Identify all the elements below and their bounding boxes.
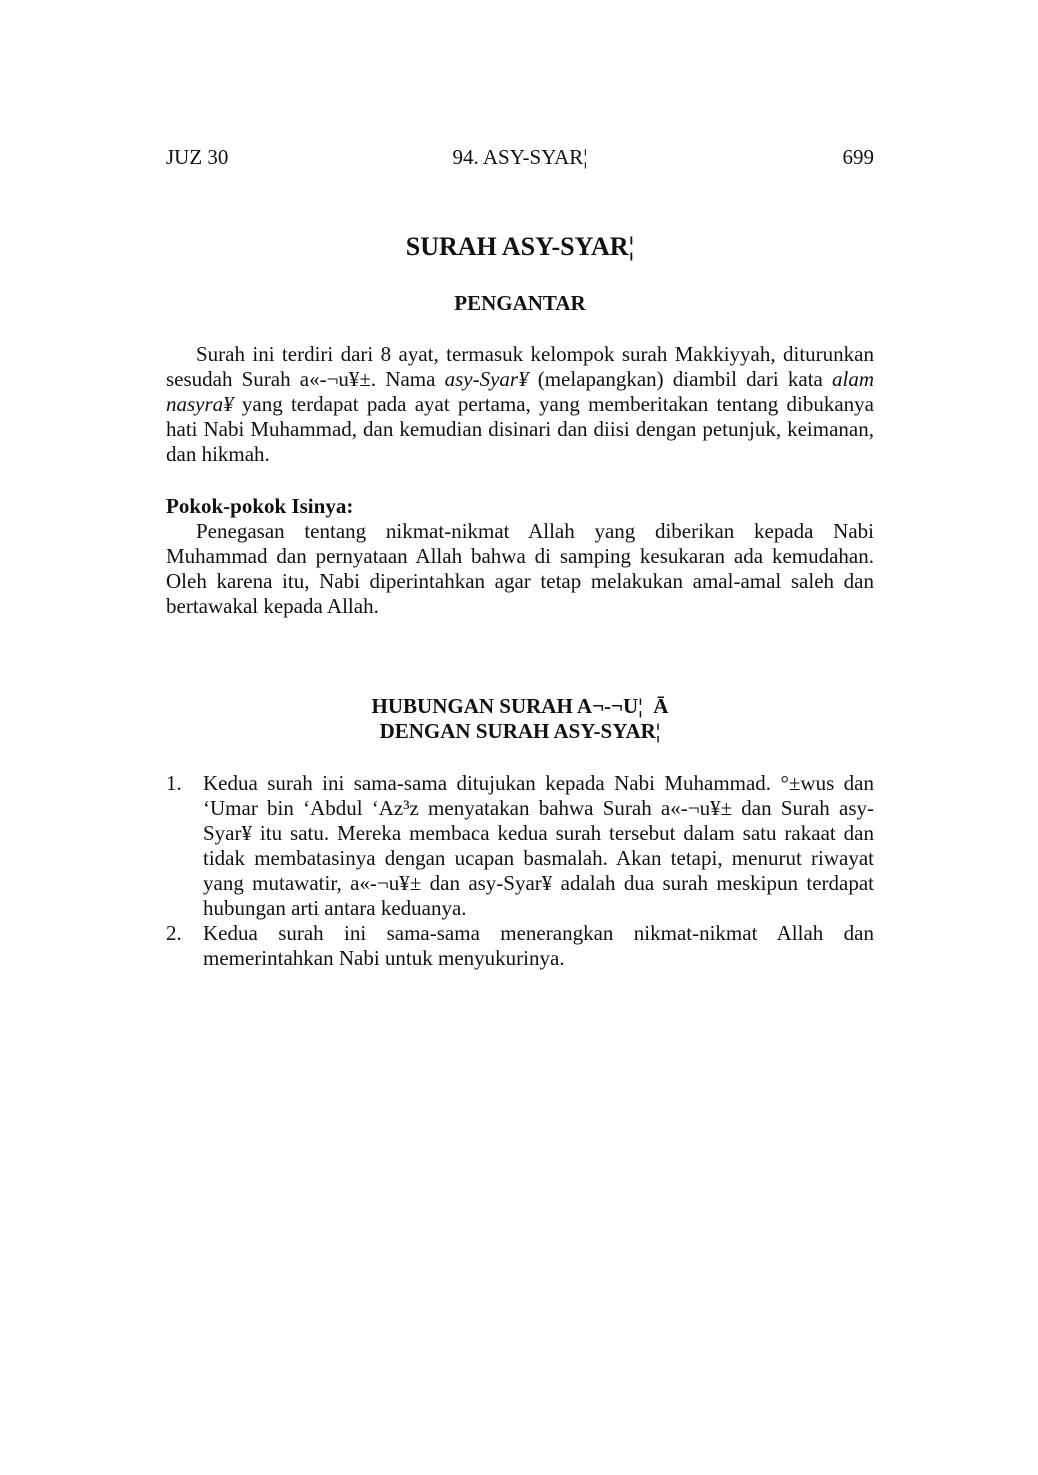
hubungan-heading-line-2: DENGAN SURAH ASY-SYAR¦ [379,719,661,743]
running-head [166,145,874,173]
intro-text-3: yang terdapat pada ayat pertama, yang memberitakan tentang dibukanya hati Nabi Muhammad, dan kemudian disinari dan diisi dengan petunjuk, keimanan, dan hikmah. [166,392,874,466]
list-item [166,921,874,971]
list-item-text: Kedua surah ini sama-sama ditujukan kepada Nabi Muhammad. °±wus dan ‘Umar bin ‘Abdul ‘Az³z menyatakan bahwa Surah a«-¬u¥± dan Surah asy-Syar¥ itu satu. Mereka membaca kedua surah tersebut dalam satu rakaat dan tidak membatasinya dengan ucapan basmalah. Akan tetapi, menurut riwayat yang mutawatir, a«-¬u¥± dan asy-Syar¥ adalah dua surah meskipun terdapat hubungan arti antara keduanya. [203,771,874,920]
surah-header: 94. ASY-SYAR¦ [452,145,588,169]
page-title: SURAH ASY-SYAR¦ [405,232,635,261]
hubungan-list [166,771,874,971]
intro-italic-1: asy-Syar¥ [444,367,529,391]
pokok-paragraph: Penegasan tentang nikmat-nikmat Allah yang diberikan kepada Nabi Muhammad dan pernyataan Allah bahwa di samping kesukaran ada kemudahan. Oleh karena itu, Nabi diperintahkan agar tetap melakukan amal-amal saleh dan bertawakal kepada Allah. [166,519,874,618]
intro-text-2: (melapangkan) diambil dari kata [528,367,832,391]
list-item-number: 2. [166,921,182,945]
pokok-section [166,494,874,619]
page-number: 699 [842,145,874,169]
list-item-text: Kedua surah ini sama-sama menerangkan nikmat-nikmat Allah dan memerintahkan Nabi untuk menyukurinya. [203,921,874,970]
intro-italic-2: alam nasyra¥ [166,367,874,416]
pokok-heading: Pokok-pokok Isinya: [166,494,354,518]
list-item [166,771,874,921]
list-item-number: 1. [166,771,182,795]
juz-label: JUZ 30 [166,145,229,169]
intro-paragraph [166,342,874,467]
intro-text-1: Surah ini terdiri dari 8 ayat, termasuk kelompok surah Makkiyyah, diturunkan sesudah Surah a«-¬u¥±. Nama [166,342,874,391]
hubungan-heading [166,694,874,744]
section-heading-pengantar: PENGANTAR [454,291,586,315]
hubungan-heading-line-1: HUBUNGAN SURAH A¬-¬U¦ Ā [371,694,669,718]
